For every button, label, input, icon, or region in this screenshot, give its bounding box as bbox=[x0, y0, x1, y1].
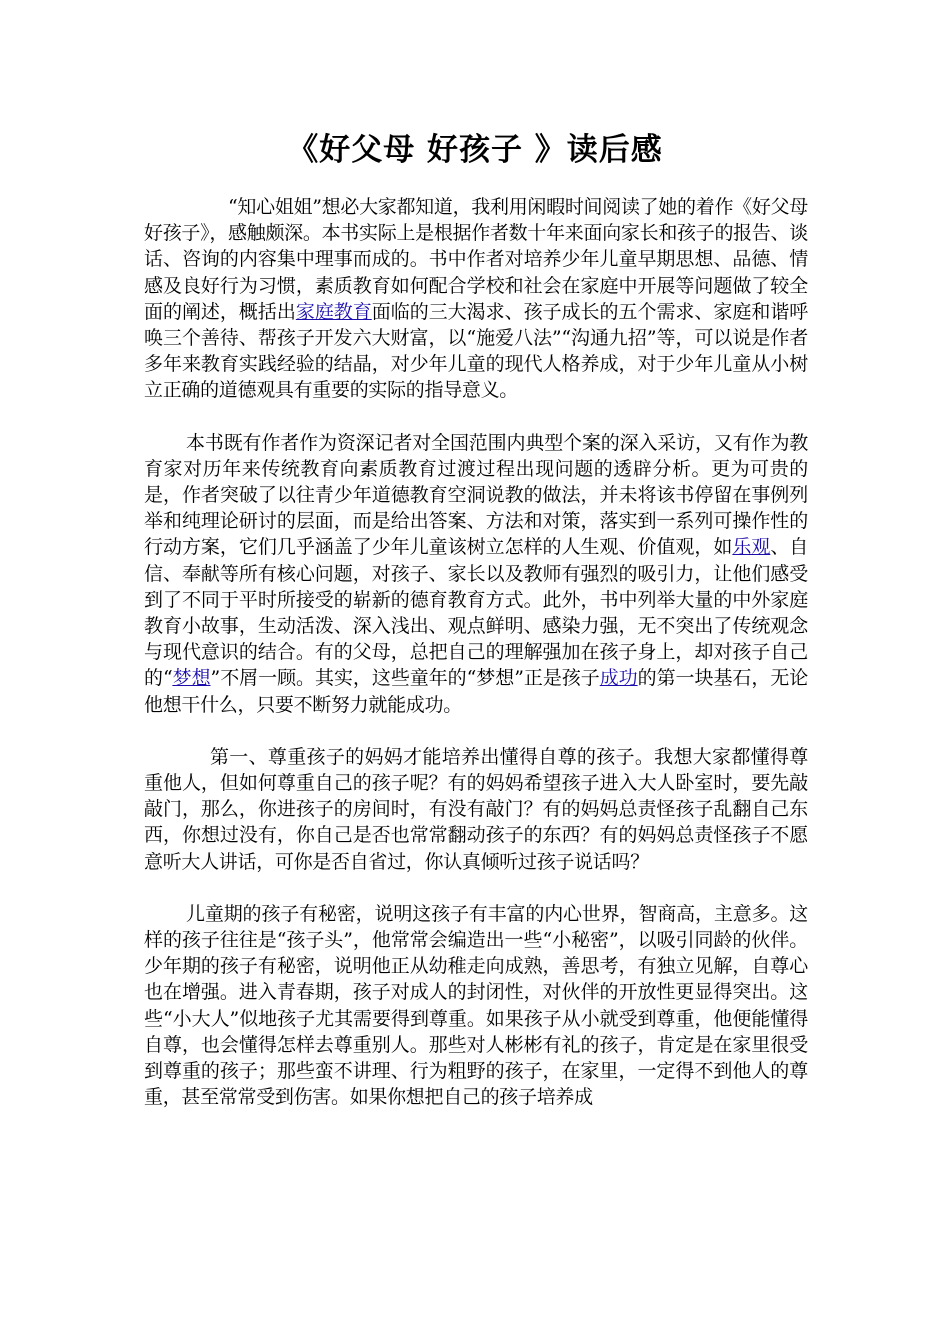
paragraph-4: 儿童期的孩子有秘密，说明这孩子有丰富的内心世界，智商高，主意多。这样的孩子往往是“孩子头”，他常常会编造出一些“小秘密”，以吸引同龄的伙伴。少年期的孩子有秘密，说明他正从幼稚走向成熟，善思考，有独立见解，自尊心也在增强。进入青春期，孩子对成人的封闭性，对伙伴的开放性更显得突出。这些“小大人”似地孩子尤其需要得到尊重。如果孩子从小就受到尊重，他便能懂得自尊，也会懂得怎样去尊重别人。那些对人彬彬有礼的孩子，肯定是在家里很受到尊重的孩子；那些蛮不讲理、行为粗野的孩子，在家里，一定得不到他人的尊重，甚至常常受到伤害。如果你想把自己的孩子培养成 bbox=[144, 902, 808, 1109]
paragraph-2 bbox=[144, 430, 808, 718]
paragraph-2-text-b: 、自信、奉献等所有核心问题，对孩子、家长以及教师有强烈的吸引力，让他们感受到了不同于平时所接受的崭新的德育教育方式。此外，书中列举大量的中外家庭教育小故事，生动活泼、深入浅出、观点鲜明、感染力强，无不突出了传统观念与现代意识的结合。有的父母，总把自己的理解强加在孩子身上，却对孩子自己的“ bbox=[144, 536, 809, 690]
link-family-education[interactable]: 家庭教育 bbox=[295, 300, 372, 323]
paragraph-2-text-a: 本书既有作者作为资深记者对全国范围内典型个案的深入采访，又有作为教育家对历年来传统教育向素质教育过渡过程出现问题的透辟分析。更为可贵的是，作者突破了以往青少年道德教育空洞说教的做法，并未将该书停留在事例列举和纯理论研讨的层面，而是给出答案、方法和对策，落实到一系列可操作性的行动方案，它们几乎涵盖了少年儿童该树立怎样的人生观、价值观，如 bbox=[144, 431, 808, 559]
link-dream[interactable]: 梦想 bbox=[172, 667, 211, 690]
paragraph-spacer bbox=[144, 875, 808, 901]
link-optimism[interactable]: 乐观 bbox=[732, 536, 771, 559]
paragraph-2-text-c: ”不屑一顾。其实，这些童年的“梦想”正是孩子 bbox=[210, 667, 600, 690]
link-success[interactable]: 成功 bbox=[599, 667, 638, 690]
paragraph-spacer bbox=[144, 404, 808, 430]
document-title: 《好父母 好孩子 》读后感 bbox=[287, 132, 663, 168]
paragraph-2-text-d: 的第一块基石，无论他想干什么，只要不断努力就能成功。 bbox=[144, 667, 808, 716]
document-body bbox=[144, 194, 808, 1111]
paragraph-1-text-b: 面临的三大渴求、孩子成长的五个需求、家庭和谐呼唤三个善待、帮孩子开发六大财富，以“施爱八法”“沟通九招”等，可以说是作者多年来教育实践经验的结晶，对少年儿童的现代人格养成，对于少年儿童从小树立正确的道德观具有重要的实际的指导意义。 bbox=[144, 300, 808, 402]
paragraph-1 bbox=[144, 194, 808, 404]
paragraph-3: 第一、尊重孩子的妈妈才能培养出懂得自尊的孩子。我想大家都懂得尊重他人，但如何尊重自己的孩子呢？有的妈妈希望孩子进入大人卧室时，要先敲敲门，那么，你进孩子的房间时，有没有敲门？有的妈妈总责怪孩子乱翻自己东西，你想过没有，你自己是否也常常翻动孩子的东西？有的妈妈总责怪孩子不愿意听大人讲话，可你是否自省过，你认真倾听过孩子说话吗？ bbox=[144, 745, 808, 873]
paragraph-spacer bbox=[144, 718, 808, 744]
paragraph-1-text-a: “知心姐姐”想必大家都知道，我利用闲暇时间阅读了她的着作《好父母好孩子》，感触颇深。本书实际上是根据作者数十年来面向家长和孩子的报告、谈话、咨询的内容集中理事而成的。书中作者对培养少年儿童早期思想、品德、情感及良好行为习惯，素质教育如何配合学校和社会在家庭中开展等问题做了较全面的阐述，概括出 bbox=[144, 196, 808, 323]
